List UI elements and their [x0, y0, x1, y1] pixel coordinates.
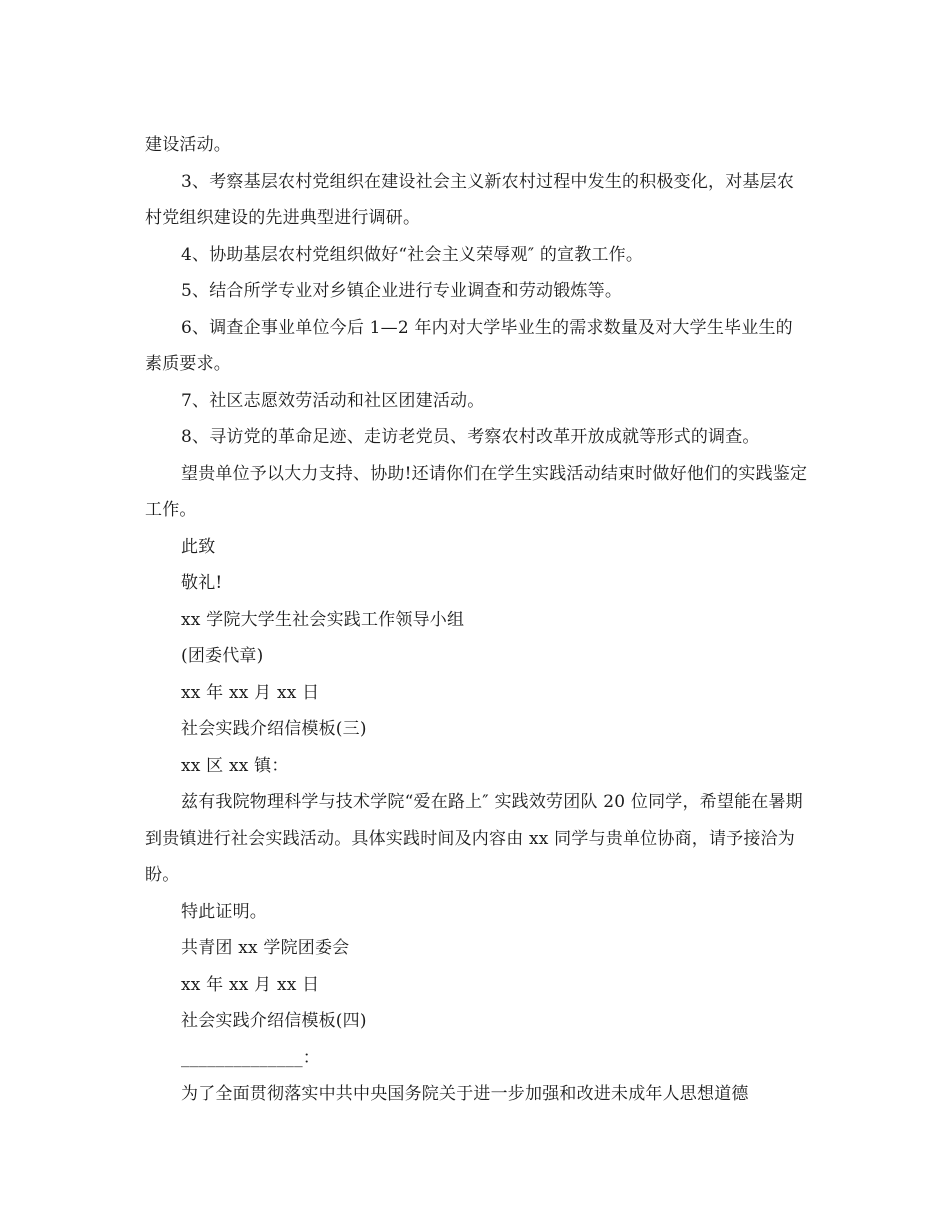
- recipient-blank-line: ______________：: [181, 1047, 320, 1068]
- paragraph: 4、协助基层农村党组织做好“社会主义荣辱观″ 的宣教工作。: [181, 244, 644, 265]
- salutation-respect: 敬礼!: [181, 573, 223, 593]
- salutation-closing: 此致: [181, 536, 216, 557]
- paragraph: 为了全面贯彻落实中共中央国务院关于进一步加强和改进未成年人思想道德: [181, 1084, 749, 1104]
- paragraph: 3、考察基层农村党组织在建设社会主义新农村过程中发生的积极变化，对基层农村党组织建设的先进典型进行调研。: [145, 171, 795, 228]
- paragraph: 5、结合所学专业对乡镇企业进行专业调查和劳动锻炼等。: [181, 281, 623, 301]
- paragraph: 兹有我院物理科学与技术学院“爱在路上″ 实践效劳团队 20 位同学，希望能在暑期到贵镇进行社会实践活动。具体实践时间及内容由 xx 同学与贵单位协商，请予接洽为盼。: [145, 792, 803, 885]
- paragraph: 特此证明。: [181, 901, 267, 922]
- signature-org: 共青团 xx 学院团委会: [181, 938, 350, 958]
- recipient-line: xx 区 xx 镇：: [181, 755, 289, 776]
- signature-seal: (团委代章): [181, 646, 264, 666]
- signature-date: xx 年 xx 月 xx 日: [181, 682, 320, 703]
- section-heading: 社会实践介绍信模板(三): [181, 719, 367, 739]
- paragraph: 建设活动。: [145, 135, 231, 155]
- paragraph: 8、寻访党的革命足迹、走访老党员、考察农村改革开放成就等形式的调查。: [181, 427, 760, 447]
- signature-date: xx 年 xx 月 xx 日: [181, 974, 320, 995]
- paragraph: 7、社区志愿效劳活动和社区团建活动。: [181, 390, 485, 411]
- paragraph: 望贵单位予以大力支持、协助!还请你们在学生实践活动结束时做好他们的实践鉴定工作。: [145, 463, 808, 520]
- section-heading: 社会实践介绍信模板(四): [181, 1011, 367, 1031]
- signature-org: xx 学院大学生社会实践工作领导小组: [181, 609, 465, 630]
- document-body: [145, 127, 810, 1113]
- paragraph: 6、调查企事业单位今后 1—2 年内对大学毕业生的需求数量及对大学生毕业生的素质要求。: [145, 317, 793, 374]
